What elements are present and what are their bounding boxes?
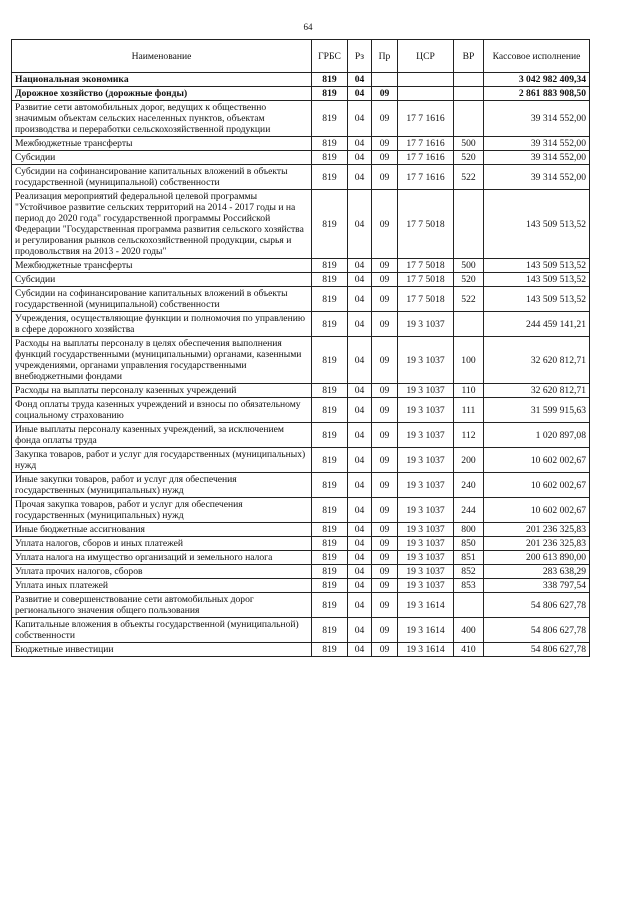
row-name-cell: Расходы на выплаты персоналу в целях обеспечения выполнения функций государственными (муниципальными) органами, казенными учреждениями, органами управления государственными внебюджетными фондами	[12, 337, 312, 384]
row-vr-cell	[454, 73, 484, 87]
row-pr-cell: 09	[372, 151, 398, 165]
row-name-cell: Уплата иных платежей	[12, 579, 312, 593]
row-name-cell: Иные выплаты персоналу казенных учреждений, за исключением фонда оплаты труда	[12, 423, 312, 448]
row-vr-cell: 111	[454, 398, 484, 423]
row-vr-cell: 850	[454, 537, 484, 551]
table-body	[12, 73, 590, 657]
table-row	[12, 259, 590, 273]
row-vr-cell: 851	[454, 551, 484, 565]
table-row	[12, 151, 590, 165]
table-row	[12, 87, 590, 101]
row-vr-cell: 852	[454, 565, 484, 579]
row-vr-cell	[454, 101, 484, 137]
row-grbs-cell: 819	[312, 473, 348, 498]
row-name-cell: Иные закупки товаров, работ и услуг для обеспечения государственных (муниципальных) нужд	[12, 473, 312, 498]
row-vr-cell: 410	[454, 643, 484, 657]
row-csr-cell: 19 3 1037	[398, 398, 454, 423]
table-row	[12, 273, 590, 287]
row-grbs-cell: 819	[312, 618, 348, 643]
row-name-cell: Уплата налога на имущество организаций и земельного налога	[12, 551, 312, 565]
row-vr-cell: 800	[454, 523, 484, 537]
row-grbs-cell: 819	[312, 448, 348, 473]
row-csr-cell: 17 7 1616	[398, 165, 454, 190]
row-rz-cell: 04	[348, 190, 372, 259]
row-amount-cell: 54 806 627,78	[484, 643, 590, 657]
row-csr-cell: 17 7 1616	[398, 137, 454, 151]
row-csr-cell: 19 3 1037	[398, 312, 454, 337]
row-vr-cell: 244	[454, 498, 484, 523]
table-header-row	[12, 40, 590, 73]
row-grbs-cell: 819	[312, 337, 348, 384]
row-grbs-cell: 819	[312, 523, 348, 537]
row-grbs-cell: 819	[312, 190, 348, 259]
row-pr-cell: 09	[372, 537, 398, 551]
row-name-cell: Субсидии	[12, 151, 312, 165]
row-name-cell: Развитие и совершенствование сети автомобильных дорог регионального значения общего пользования	[12, 593, 312, 618]
table-row	[12, 537, 590, 551]
row-rz-cell: 04	[348, 87, 372, 101]
table-row	[12, 384, 590, 398]
row-amount-cell: 143 509 513,52	[484, 259, 590, 273]
row-csr-cell: 17 7 1616	[398, 151, 454, 165]
table-row	[12, 337, 590, 384]
table-row	[12, 165, 590, 190]
table-row	[12, 498, 590, 523]
row-amount-cell: 200 613 890,00	[484, 551, 590, 565]
row-grbs-cell: 819	[312, 101, 348, 137]
row-vr-cell	[454, 87, 484, 101]
row-rz-cell: 04	[348, 165, 372, 190]
row-rz-cell: 04	[348, 551, 372, 565]
row-csr-cell: 17 7 5018	[398, 287, 454, 312]
table-row	[12, 312, 590, 337]
row-rz-cell: 04	[348, 423, 372, 448]
row-vr-cell: 200	[454, 448, 484, 473]
row-grbs-cell: 819	[312, 398, 348, 423]
row-grbs-cell: 819	[312, 384, 348, 398]
row-rz-cell: 04	[348, 137, 372, 151]
row-rz-cell: 04	[348, 618, 372, 643]
row-rz-cell: 04	[348, 273, 372, 287]
header-pr: Пр	[372, 40, 398, 73]
row-vr-cell: 520	[454, 273, 484, 287]
row-pr-cell: 09	[372, 312, 398, 337]
row-pr-cell: 09	[372, 273, 398, 287]
row-rz-cell: 04	[348, 151, 372, 165]
row-rz-cell: 04	[348, 259, 372, 273]
row-pr-cell	[372, 73, 398, 87]
row-amount-cell: 143 509 513,52	[484, 190, 590, 259]
row-amount-cell: 2 861 883 908,50	[484, 87, 590, 101]
header-grbs: ГРБС	[312, 40, 348, 73]
row-vr-cell	[454, 190, 484, 259]
row-grbs-cell: 819	[312, 87, 348, 101]
row-rz-cell: 04	[348, 384, 372, 398]
row-amount-cell: 201 236 325,83	[484, 537, 590, 551]
row-amount-cell: 201 236 325,83	[484, 523, 590, 537]
header-csr: ЦСР	[398, 40, 454, 73]
row-pr-cell: 09	[372, 448, 398, 473]
row-pr-cell: 09	[372, 287, 398, 312]
row-amount-cell: 283 638,29	[484, 565, 590, 579]
row-csr-cell: 19 3 1037	[398, 423, 454, 448]
row-pr-cell: 09	[372, 337, 398, 384]
row-name-cell: Развитие сети автомобильных дорог, ведущих к общественно значимым объектам сельских населенных пунктов, объектам производства и переработки сельскохозяйственной продукции	[12, 101, 312, 137]
row-name-cell: Закупка товаров, работ и услуг для государственных (муниципальных) нужд	[12, 448, 312, 473]
table-row	[12, 73, 590, 87]
row-name-cell: Бюджетные инвестиции	[12, 643, 312, 657]
row-rz-cell: 04	[348, 593, 372, 618]
table-row	[12, 593, 590, 618]
row-pr-cell: 09	[372, 551, 398, 565]
row-grbs-cell: 819	[312, 593, 348, 618]
row-amount-cell: 32 620 812,71	[484, 384, 590, 398]
row-amount-cell: 1 020 897,08	[484, 423, 590, 448]
table-row	[12, 287, 590, 312]
table-row	[12, 473, 590, 498]
row-name-cell: Дорожное хозяйство (дорожные фонды)	[12, 87, 312, 101]
row-vr-cell: 240	[454, 473, 484, 498]
row-rz-cell: 04	[348, 448, 372, 473]
row-amount-cell: 10 602 002,67	[484, 448, 590, 473]
row-grbs-cell: 819	[312, 423, 348, 448]
row-grbs-cell: 819	[312, 137, 348, 151]
row-csr-cell: 19 3 1037	[398, 551, 454, 565]
row-vr-cell	[454, 593, 484, 618]
row-pr-cell: 09	[372, 190, 398, 259]
row-csr-cell: 19 3 1037	[398, 384, 454, 398]
row-pr-cell: 09	[372, 565, 398, 579]
row-vr-cell: 522	[454, 287, 484, 312]
row-pr-cell: 09	[372, 101, 398, 137]
row-csr-cell: 19 3 1037	[398, 579, 454, 593]
row-pr-cell: 09	[372, 165, 398, 190]
row-csr-cell: 17 7 1616	[398, 101, 454, 137]
row-name-cell: Субсидии	[12, 273, 312, 287]
row-vr-cell	[454, 312, 484, 337]
row-rz-cell: 04	[348, 312, 372, 337]
row-csr-cell: 17 7 5018	[398, 190, 454, 259]
row-amount-cell: 10 602 002,67	[484, 498, 590, 523]
row-grbs-cell: 819	[312, 151, 348, 165]
table-row	[12, 423, 590, 448]
row-csr-cell: 19 3 1037	[398, 537, 454, 551]
row-pr-cell: 09	[372, 473, 398, 498]
row-pr-cell: 09	[372, 579, 398, 593]
row-amount-cell: 32 620 812,71	[484, 337, 590, 384]
row-amount-cell: 244 459 141,21	[484, 312, 590, 337]
row-amount-cell: 31 599 915,63	[484, 398, 590, 423]
table-row	[12, 523, 590, 537]
row-rz-cell: 04	[348, 101, 372, 137]
row-grbs-cell: 819	[312, 259, 348, 273]
table-row	[12, 190, 590, 259]
header-vr: ВР	[454, 40, 484, 73]
row-csr-cell: 19 3 1037	[398, 448, 454, 473]
row-name-cell: Уплата налогов, сборов и иных платежей	[12, 537, 312, 551]
row-csr-cell: 19 3 1614	[398, 593, 454, 618]
row-grbs-cell: 819	[312, 165, 348, 190]
row-rz-cell: 04	[348, 579, 372, 593]
row-pr-cell: 09	[372, 398, 398, 423]
row-vr-cell: 520	[454, 151, 484, 165]
row-grbs-cell: 819	[312, 551, 348, 565]
row-csr-cell: 19 3 1037	[398, 498, 454, 523]
row-amount-cell: 39 314 552,00	[484, 151, 590, 165]
row-rz-cell: 04	[348, 73, 372, 87]
row-pr-cell: 09	[372, 593, 398, 618]
row-csr-cell: 19 3 1037	[398, 565, 454, 579]
table-row	[12, 551, 590, 565]
table-row	[12, 643, 590, 657]
row-amount-cell: 10 602 002,67	[484, 473, 590, 498]
row-name-cell: Фонд оплаты труда казенных учреждений и взносы по обязательному социальному страхованию	[12, 398, 312, 423]
row-vr-cell: 522	[454, 165, 484, 190]
row-csr-cell: 19 3 1037	[398, 337, 454, 384]
row-grbs-cell: 819	[312, 287, 348, 312]
row-name-cell: Прочая закупка товаров, работ и услуг для обеспечения государственных (муниципальных) нужд	[12, 498, 312, 523]
row-rz-cell: 04	[348, 337, 372, 384]
row-pr-cell: 09	[372, 384, 398, 398]
table-row	[12, 618, 590, 643]
row-name-cell: Уплата прочих налогов, сборов	[12, 565, 312, 579]
row-pr-cell: 09	[372, 87, 398, 101]
row-grbs-cell: 819	[312, 565, 348, 579]
row-vr-cell: 853	[454, 579, 484, 593]
row-csr-cell: 19 3 1614	[398, 643, 454, 657]
row-rz-cell: 04	[348, 498, 372, 523]
row-amount-cell: 39 314 552,00	[484, 137, 590, 151]
row-rz-cell: 04	[348, 287, 372, 312]
row-amount-cell: 338 797,54	[484, 579, 590, 593]
row-name-cell: Учреждения, осуществляющие функции и полномочия по управлению в сфере дорожного хозяйства	[12, 312, 312, 337]
row-csr-cell: 17 7 5018	[398, 259, 454, 273]
row-pr-cell: 09	[372, 259, 398, 273]
row-csr-cell: 19 3 1037	[398, 473, 454, 498]
row-name-cell: Иные бюджетные ассигнования	[12, 523, 312, 537]
table-row	[12, 565, 590, 579]
table-row	[12, 448, 590, 473]
row-vr-cell: 112	[454, 423, 484, 448]
row-amount-cell: 39 314 552,00	[484, 101, 590, 137]
row-pr-cell: 09	[372, 137, 398, 151]
row-pr-cell: 09	[372, 523, 398, 537]
row-rz-cell: 04	[348, 643, 372, 657]
table-row	[12, 101, 590, 137]
header-amount: Кассовое исполнение	[484, 40, 590, 73]
row-grbs-cell: 819	[312, 73, 348, 87]
row-csr-cell	[398, 73, 454, 87]
row-name-cell: Капитальные вложения в объекты государственной (муниципальной) собственности	[12, 618, 312, 643]
budget-table	[11, 39, 590, 657]
row-amount-cell: 54 806 627,78	[484, 593, 590, 618]
header-rz: Рз	[348, 40, 372, 73]
row-grbs-cell: 819	[312, 537, 348, 551]
row-amount-cell: 143 509 513,52	[484, 287, 590, 312]
row-csr-cell: 17 7 5018	[398, 273, 454, 287]
row-name-cell: Реализация мероприятий федеральной целевой программы "Устойчивое развитие сельских территорий на 2014 - 2017 годы и на период до 2020 года" государственной программы Российской Федерации "Государственная программа развития сельского хозяйства и регулирования рынков сельскохозяйственной продукции, сырья и продовольствия на 2013 - 2020 годы"	[12, 190, 312, 259]
row-vr-cell: 400	[454, 618, 484, 643]
row-rz-cell: 04	[348, 565, 372, 579]
row-amount-cell: 143 509 513,52	[484, 273, 590, 287]
row-grbs-cell: 819	[312, 643, 348, 657]
row-vr-cell: 500	[454, 259, 484, 273]
row-csr-cell	[398, 87, 454, 101]
header-name: Наименование	[12, 40, 312, 73]
row-pr-cell: 09	[372, 423, 398, 448]
row-amount-cell: 3 042 982 409,34	[484, 73, 590, 87]
row-csr-cell: 19 3 1037	[398, 523, 454, 537]
row-vr-cell: 110	[454, 384, 484, 398]
row-pr-cell: 09	[372, 618, 398, 643]
table-row	[12, 137, 590, 151]
row-rz-cell: 04	[348, 398, 372, 423]
row-vr-cell: 500	[454, 137, 484, 151]
row-grbs-cell: 819	[312, 312, 348, 337]
row-csr-cell: 19 3 1614	[398, 618, 454, 643]
row-amount-cell: 54 806 627,78	[484, 618, 590, 643]
row-name-cell: Расходы на выплаты персоналу казенных учреждений	[12, 384, 312, 398]
row-amount-cell: 39 314 552,00	[484, 165, 590, 190]
row-name-cell: Межбюджетные трансферты	[12, 259, 312, 273]
table-row	[12, 579, 590, 593]
row-name-cell: Национальная экономика	[12, 73, 312, 87]
table-row	[12, 398, 590, 423]
row-rz-cell: 04	[348, 537, 372, 551]
row-rz-cell: 04	[348, 523, 372, 537]
row-pr-cell: 09	[372, 643, 398, 657]
page-number: 64	[303, 22, 313, 32]
row-name-cell: Межбюджетные трансферты	[12, 137, 312, 151]
row-rz-cell: 04	[348, 473, 372, 498]
row-grbs-cell: 819	[312, 579, 348, 593]
row-vr-cell: 100	[454, 337, 484, 384]
row-grbs-cell: 819	[312, 498, 348, 523]
row-name-cell: Субсидии на софинансирование капитальных вложений в объекты государственной (муниципальной) собственности	[12, 287, 312, 312]
row-grbs-cell: 819	[312, 273, 348, 287]
row-pr-cell: 09	[372, 498, 398, 523]
row-name-cell: Субсидии на софинансирование капитальных вложений в объекты государственной (муниципальной) собственности	[12, 165, 312, 190]
